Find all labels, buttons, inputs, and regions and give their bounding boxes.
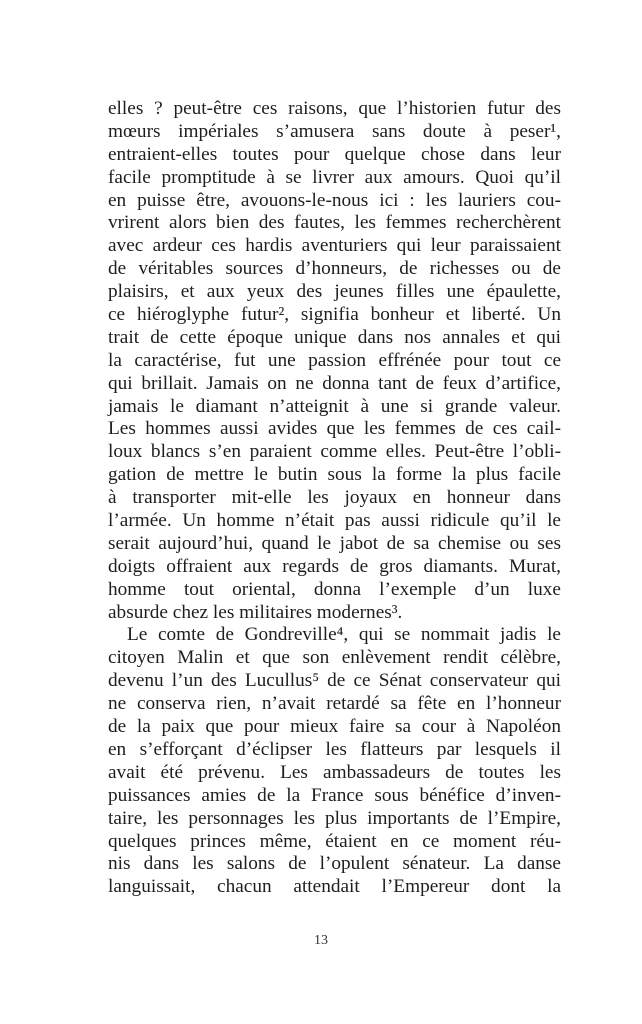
text-line: serait aujourd’hui, quand le jabot de sa chemise ou ses [108, 532, 561, 554]
text-line: absurde chez les militaires modernes³. [108, 601, 403, 623]
text-line: Le comte de Gondreville⁴, qui se nommait jadis le [127, 624, 561, 646]
text-line: doigts offraient aux regards de gros diamants. Murat, [108, 555, 561, 577]
text-line: avec ardeur ces hardis aventuriers qui leur paraissaient [108, 235, 561, 257]
text-line: mœurs impériales s’amusera sans doute à peser¹, [108, 120, 561, 142]
text-line: homme tout oriental, donna l’exemple d’un luxe [108, 578, 561, 600]
text-line: en s’efforçant d’éclipser les flatteurs par lesquels il [108, 738, 561, 760]
text-line: avait été prévenu. Les ambassadeurs de toutes les [108, 761, 561, 783]
text-line: entraient-elles toutes pour quelque chose dans leur [108, 143, 561, 165]
text-line: de la paix que pour mieux faire sa cour à Napoléon [108, 716, 561, 738]
text-line: gation de mettre le butin sous la forme la plus facile [108, 464, 561, 486]
text-line: devenu l’un des Lucullus⁵ de ce Sénat conservateur qui [108, 670, 561, 692]
text-line: Les hommes aussi avides que les femmes de ces cail- [108, 418, 561, 440]
text-line: taire, les personnages les plus importants de l’Empire, [108, 807, 561, 829]
text-line: citoyen Malin et que son enlèvement rendit célèbre, [108, 647, 561, 669]
text-line: plaisirs, et aux yeux des jeunes filles une épaulette, [108, 281, 561, 303]
text-line: de véritables sources d’honneurs, de richesses ou de [108, 258, 561, 280]
text-line: quelques princes même, étaient en ce moment réu- [108, 830, 561, 852]
text-line: trait de cette époque unique dans nos annales et qui [108, 326, 561, 348]
body-text [108, 98, 561, 899]
text-line: vrirent alors bien des fautes, les femmes recherchèrent [108, 212, 561, 234]
text-line: qui brillait. Jamais on ne donna tant de feux d’artifice, [108, 372, 561, 394]
page-number: 13 [314, 933, 328, 948]
text-line: en puisse être, avouons-le-nous ici : les lauriers cou- [108, 189, 561, 211]
text-line: nis dans les salons de l’opulent sénateur. La danse [108, 853, 561, 875]
text-line: facile promptitude à se livrer aux amours. Quoi qu’il [108, 166, 561, 188]
text-line: loux blancs s’en paraient comme elles. Peut-être l’obli- [108, 441, 561, 463]
text-line: languissait, chacun attendait l’Empereur dont la [108, 876, 561, 898]
text-line: la caractérise, fut une passion effrénée pour tout ce [108, 349, 561, 371]
text-line: l’armée. Un homme n’était pas aussi ridicule qu’il le [108, 510, 561, 532]
text-line: elles ? peut-être ces raisons, que l’historien futur des [108, 98, 561, 119]
text-line: ne conserva rien, n’avait retardé sa fête en l’honneur [108, 693, 561, 715]
text-line: puissances amies de la France sous bénéfice d’inven- [108, 784, 561, 806]
text-line: à transporter mit-elle les joyaux en honneur dans [108, 487, 561, 509]
text-line: jamais le diamant n’atteignit à une si grande valeur. [108, 395, 561, 417]
text-line: ce hiéroglyphe futur², signifia bonheur et liberté. Un [108, 304, 561, 326]
